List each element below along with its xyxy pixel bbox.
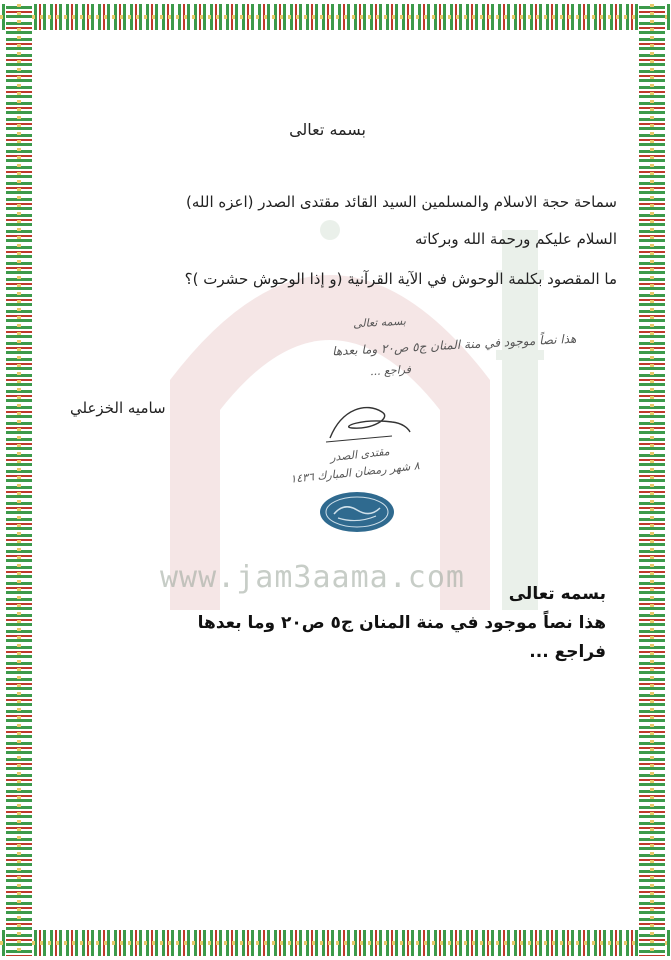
handwritten-reply-line: هذا نصاً موجود في منة المنان ج٥ ص٢٠ وما بعدها bbox=[331, 331, 577, 359]
watermark-url: www.jam3aama.com bbox=[160, 560, 465, 595]
decorative-border-top bbox=[0, 4, 671, 30]
answer-refer: فراجع ... bbox=[529, 642, 606, 662]
decorative-border-right bbox=[639, 4, 665, 956]
signature-name: مقتدى الصدر bbox=[329, 444, 391, 465]
answer-basmala: بسمه تعالى bbox=[508, 584, 606, 604]
letter-basmala: بسمه تعالى bbox=[289, 120, 366, 139]
answer-reference: هذا نصاً موجود في منة المنان ج٥ ص٢٠ وما بعدها bbox=[197, 613, 606, 633]
letter-addressee: سماحة حجة الاسلام والمسلمين السيد القائد مقتدى الصدر (اعزه الله) bbox=[186, 193, 617, 211]
signature-icon bbox=[322, 398, 412, 446]
decorative-border-left bbox=[6, 4, 32, 956]
signature-date: ٨ شهر رمضان المبارك ١٤٣٦ bbox=[289, 459, 421, 486]
letter-question: ما المقصود بكلمة الوحوش في الآية القرآنية (و إذا الوحوش حشرت )؟ bbox=[184, 270, 617, 288]
official-seal-icon bbox=[318, 490, 396, 534]
typed-answer bbox=[198, 580, 606, 667]
letter-greeting: السلام عليكم ورحمة الله وبركاته bbox=[415, 230, 617, 248]
decorative-border-bottom bbox=[0, 930, 671, 956]
handwritten-basmala: بسمه تعالى bbox=[352, 314, 407, 331]
sender-name: ساميه الخزعلي bbox=[70, 399, 166, 417]
handwritten-refer: فراجع ... bbox=[369, 362, 412, 379]
